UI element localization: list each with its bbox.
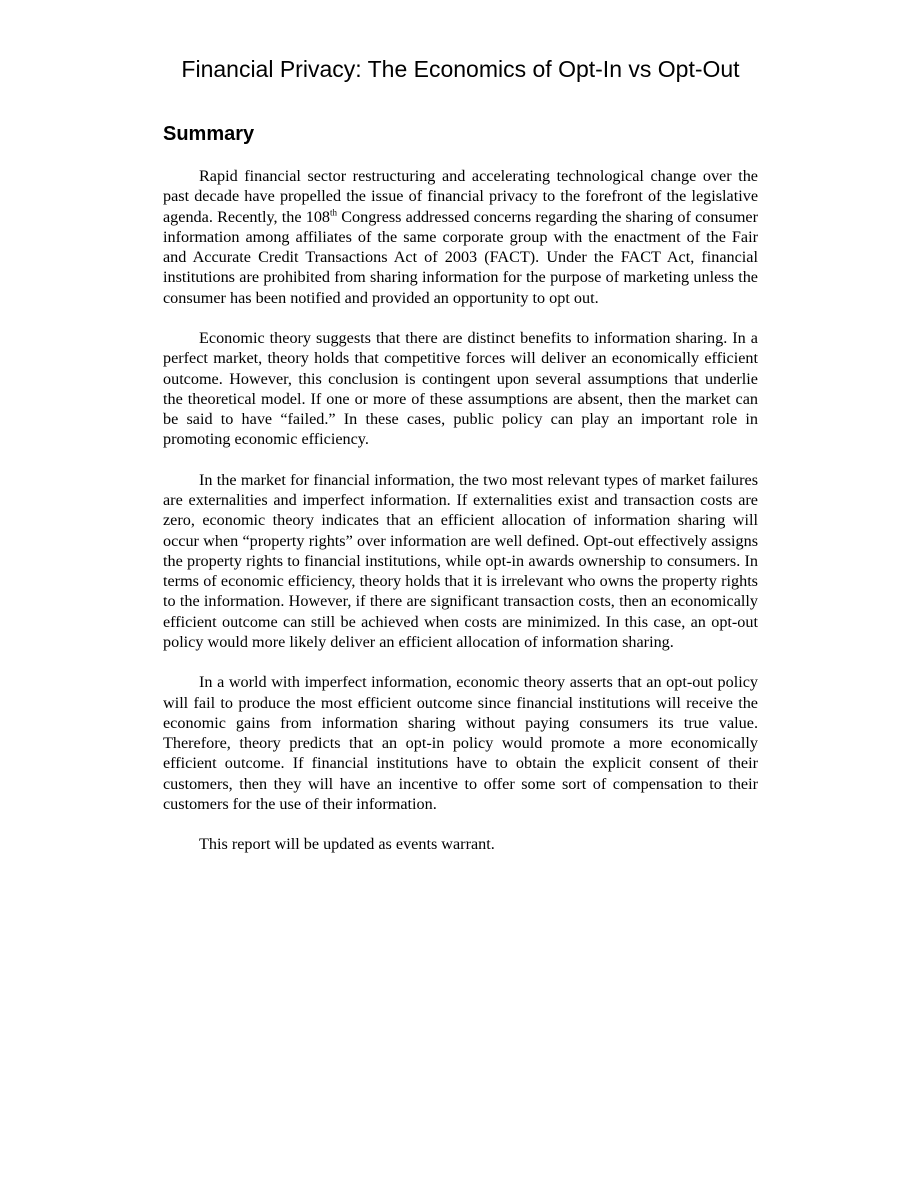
paragraph-5: This report will be updated as events warrant. — [199, 835, 495, 854]
paragraph-2: Economic theory suggests that there are distinct benefits to information sharing. In a perfect market, theory holds that competitive forces will deliver an economically efficient outcome. However, this conclusion is contingent upon several assumptions that underlie the theoretical model. If one or more of these assumptions are absent, then the market can be said to have “failed.” In these cases, public policy can play an important role in promoting economic efficiency. — [163, 329, 758, 449]
summary-body — [163, 166, 758, 875]
paragraph-1 — [163, 166, 758, 308]
document-title: Financial Privacy: The Economics of Opt-In vs Opt-Out — [181, 56, 740, 82]
paragraph-4: In a world with imperfect information, economic theory asserts that an opt-out policy will fail to produce the most efficient outcome since financial institutions will receive the economic gains from information sharing without paying consumers its true value. Therefore, theory predicts that an opt-in policy would promote a more economically efficient outcome. If financial institutions have to obtain the explicit consent of their customers, then they will have an incentive to offer some sort of compensation to their customers for the use of their information. — [163, 673, 758, 813]
paragraph-3: In the market for financial information, the two most relevant types of market failures are externalities and imperfect information. If externalities exist and transaction costs are zero, economic theory indicates that an efficient allocation of information sharing will occur when “property rights” over information are well defined. Opt-out effectively assigns the property rights to financial institutions, while opt-in awards ownership to consumers. In terms of economic efficiency, theory holds that it is irrelevant who owns the property rights to the information. However, if there are significant transaction costs, then an economically efficient outcome can still be achieved when costs are minimized. In this case, an opt-out policy would more likely deliver an efficient allocation of information sharing. — [163, 470, 758, 651]
section-heading-summary: Summary — [163, 123, 255, 145]
paragraph-1-text-before: Rapid financial sector restructuring and accelerating technological change over the past decade have propelled the issue of financial privacy to the forefront of the legislative agenda. Recently, the 108 — [163, 167, 758, 226]
paragraph-1-text-after: Congress addressed concerns regarding the sharing of consumer information among affiliates of the same corporate group with the enactment of the Fair and Accurate Credit Transactions Act of 2003 (FACT). Under the FACT Act, financial institutions are prohibited from sharing information for the purpose of marketing unless the consumer has been notified and provided an opportunity to opt out. — [163, 207, 758, 307]
ordinal-suffix: th — [330, 207, 338, 218]
